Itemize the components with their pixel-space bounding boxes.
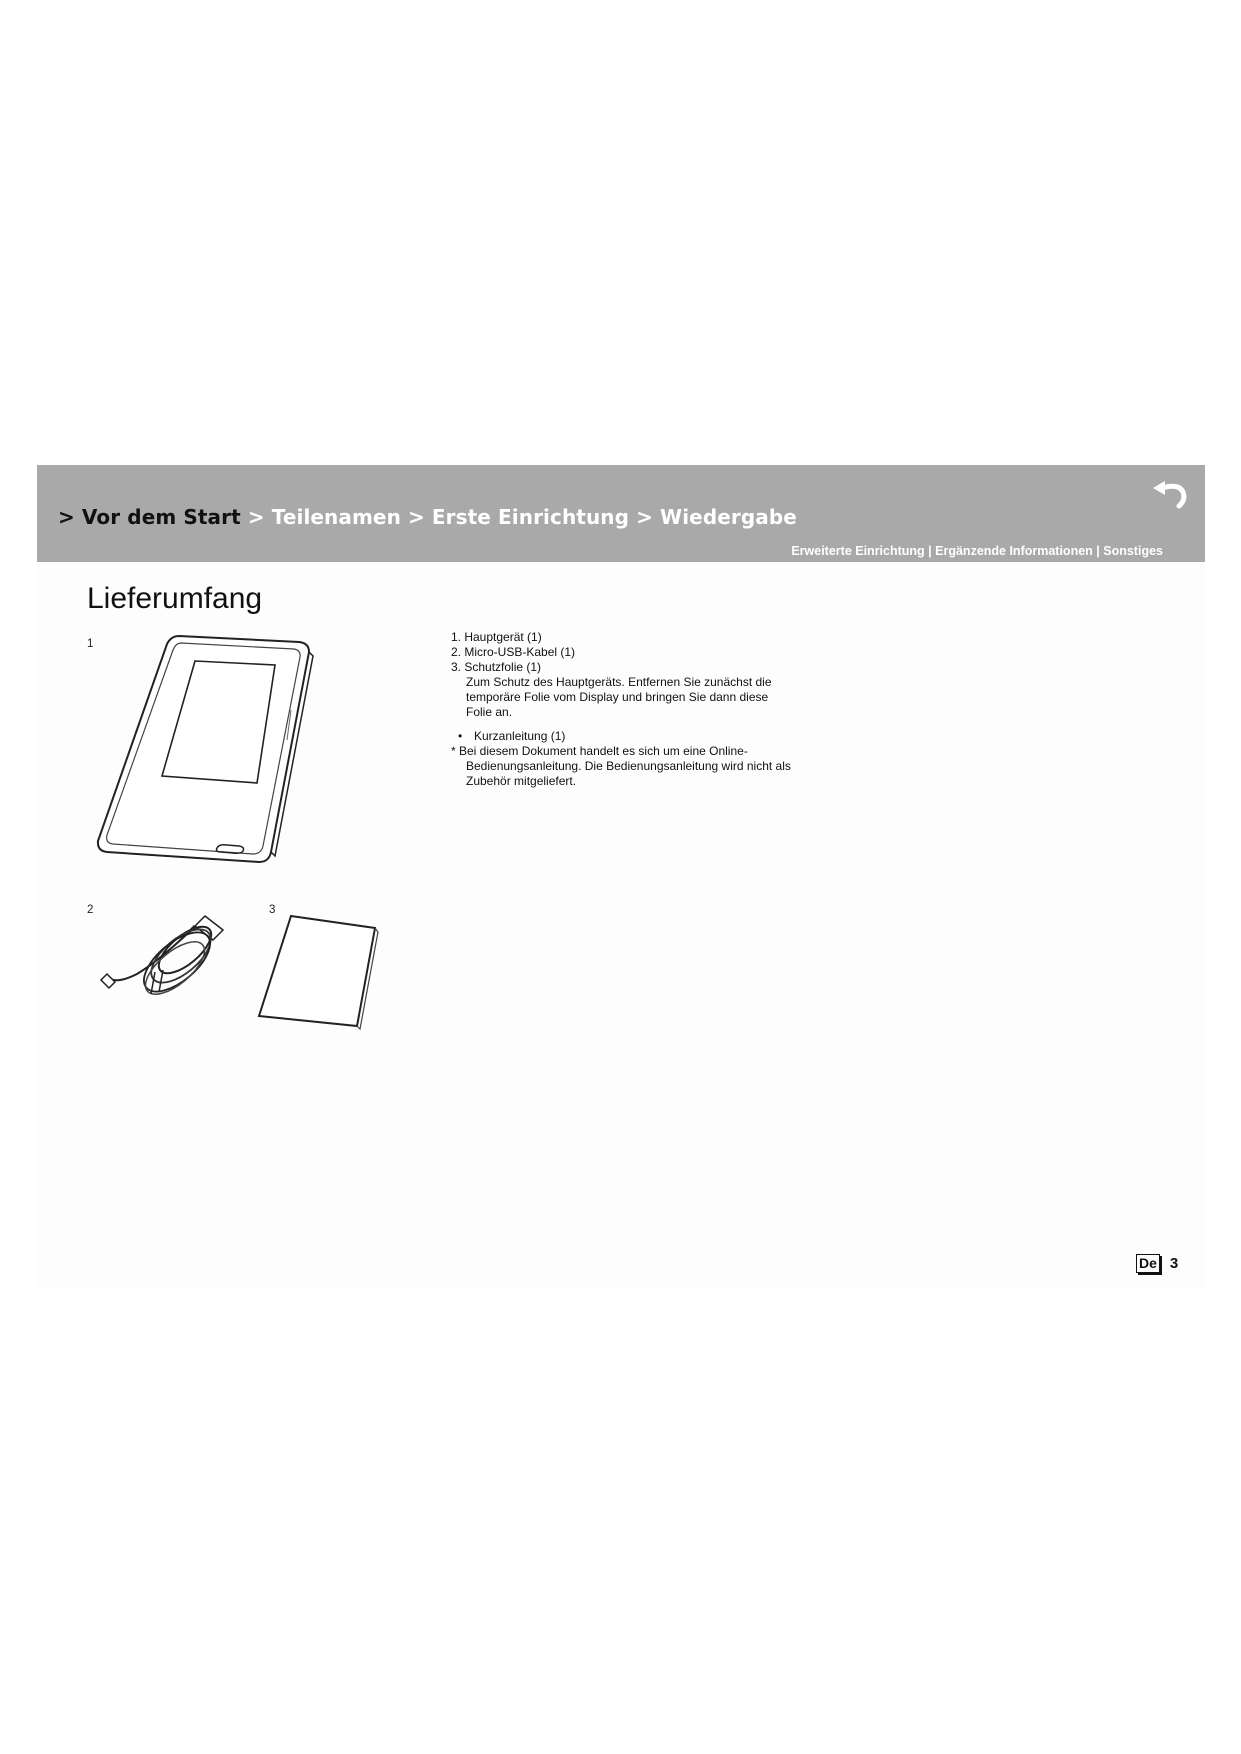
list-item: 2. Micro-USB-Kabel (1) [451,645,576,659]
subnav-separator: | [1092,544,1104,558]
main-unit-illustration [91,630,371,870]
nav-link-ergaenzende-informationen[interactable]: Ergänzende Informationen [935,544,1093,558]
page-number: 3 [1169,1255,1179,1272]
return-arrow-icon[interactable] [1149,475,1189,509]
list-item: 1. Hauptgerät (1) [451,630,542,644]
nav-link-erweiterte-einrichtung[interactable]: Erweiterte Einrichtung [791,544,925,558]
breadcrumb-nav [58,505,797,529]
list-item: 3. Schutzfolie (1) [451,660,542,674]
nav-link-teilenamen[interactable]: > Teilenamen [247,505,408,529]
nav-link-vor-dem-start[interactable]: > Vor dem Start [58,505,248,529]
usb-cable-illustration [97,902,237,1022]
list-item-description: Zum Schutz des Hauptgeräts. Entfernen Sie zunächst die temporäre Folie vom Display und bringen Sie dann diese Folie an. [466,675,772,719]
top-navigation-bar [37,465,1205,562]
language-badge: De [1136,1254,1160,1273]
figure-label-1: 1 [87,638,94,650]
footnote: * Bei diesem Dokument handelt es sich um eine Online-Bedienungsanleitung. Die Bedienungsanleitung wird nicht als Zubehör mitgeliefert. [451,744,791,788]
nav-link-wiedergabe[interactable]: > Wiedergabe [636,505,797,529]
protective-film-illustration [251,912,381,1032]
contents-list [451,630,791,789]
figure-label-2: 2 [87,904,94,916]
subnav-separator: | [924,544,936,558]
figure-label-3: 3 [269,904,276,916]
secondary-navigation [791,544,1163,558]
bullet-icon: • [458,729,463,743]
page-footer [1136,1254,1178,1273]
nav-link-erste-einrichtung[interactable]: > Erste Einrichtung [408,505,637,529]
page-title: Lieferumfang [87,582,263,615]
nav-link-sonstiges[interactable]: Sonstiges [1103,544,1163,558]
bullet-item [451,729,791,744]
bullet-item-text: Kurzanleitung (1) [474,729,566,743]
main-content [37,562,1205,1288]
